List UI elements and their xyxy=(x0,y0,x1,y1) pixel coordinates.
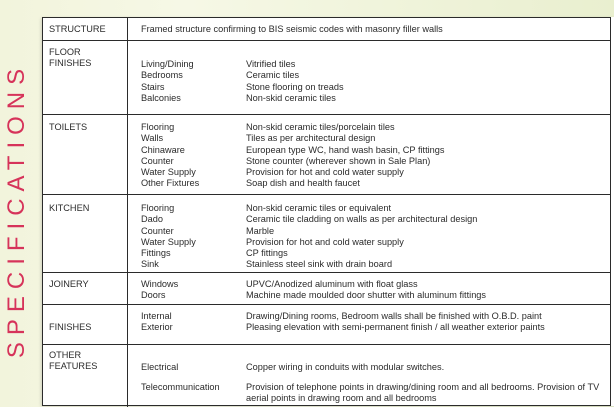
item-label: Chinaware xyxy=(141,144,185,155)
section-kitchen xyxy=(43,194,610,272)
column-divider xyxy=(127,273,128,304)
section-toilets xyxy=(43,114,610,194)
item-list xyxy=(141,311,173,334)
description-list xyxy=(246,122,606,190)
section-heading: TOILETS xyxy=(49,122,88,132)
description-line: Stone flooring on treads xyxy=(246,81,344,92)
column-divider xyxy=(127,115,128,194)
item-label: Flooring xyxy=(141,203,175,213)
item-label: Bedrooms xyxy=(141,70,183,81)
description-line: Ceramic tiles xyxy=(246,70,300,81)
section-finishes xyxy=(43,304,610,344)
item-list xyxy=(141,59,194,104)
description-line: Pleasing elevation with semi-permanent finish / all weather exterior paints xyxy=(246,322,545,333)
section-heading: KITCHEN xyxy=(49,203,90,213)
item-label: Fittings xyxy=(141,248,171,259)
description-line: European type WC, hand wash basin, CP fittings xyxy=(246,144,445,155)
column-divider xyxy=(127,41,128,114)
description-line: Non-skid ceramic tiles or equivalent xyxy=(246,203,392,213)
item-label: Walls xyxy=(141,133,164,144)
description-line: Non-skid ceramic tiles xyxy=(246,92,336,103)
description-list xyxy=(246,311,606,334)
description-line: Non-skid ceramic tiles/porcelain tiles xyxy=(246,122,395,132)
description-line: Machine made moulded door shutter with aluminum fittings xyxy=(246,290,487,301)
section-structure xyxy=(43,18,610,40)
item-label: Sink xyxy=(141,259,159,270)
column-divider xyxy=(127,195,128,272)
section-heading: STRUCTURE xyxy=(49,24,106,34)
item-label: Internal xyxy=(141,311,172,321)
item-list xyxy=(141,279,178,302)
description-line: Provision of telephone points in drawing/dining room and all bedrooms. Provision of TV aerial points in drawing room and all bedrooms xyxy=(246,382,600,404)
description-line: Provision for hot and cold water supply xyxy=(246,236,404,247)
item-label: Water Supply xyxy=(141,236,196,247)
section-description xyxy=(141,24,443,35)
item-label: Water Supply xyxy=(141,167,196,178)
description-line: Stainless steel sink with drain board xyxy=(246,259,393,270)
description-line: Stone counter (wherever shown in Sale Plan) xyxy=(246,155,431,166)
item-label: Counter xyxy=(141,155,174,166)
item-label: Exterior xyxy=(141,322,173,333)
column-divider xyxy=(127,345,128,407)
section-heading: FLOOR FINISHES xyxy=(49,47,92,69)
section-joinery xyxy=(43,272,610,304)
description-line: UPVC/Anodized aluminum with float glass xyxy=(246,279,418,289)
item-label: Other Fixtures xyxy=(141,178,200,189)
specifications-side-title xyxy=(2,60,32,360)
column-divider xyxy=(127,18,128,40)
item-label: Counter xyxy=(141,225,174,236)
item-label: Electrical xyxy=(141,362,179,372)
specifications-table xyxy=(42,17,611,406)
description-line: Framed structure confirming to BIS seismic codes with masonry filler walls xyxy=(141,24,443,34)
description-list xyxy=(246,203,606,271)
description-line: Drawing/Dining rooms, Bedroom walls shall be finished with O.B.D. paint xyxy=(246,311,542,321)
description-list xyxy=(246,279,606,302)
item-label: Telecommunication xyxy=(141,382,220,392)
description-line: Soap dish and health faucet xyxy=(246,178,360,189)
section-other-features xyxy=(43,344,610,407)
description-list xyxy=(246,59,606,104)
description-line: CP fittings xyxy=(246,248,288,259)
description-line: Vitrified tiles xyxy=(246,59,296,69)
item-label: Doors xyxy=(141,290,166,301)
description-line: Marble xyxy=(246,225,275,236)
description-line: Copper wiring in conduits with modular switches. xyxy=(246,362,445,372)
item-label: Dado xyxy=(141,214,163,225)
item-list xyxy=(141,122,199,190)
item-label: Balconies xyxy=(141,92,181,103)
item-list xyxy=(141,203,196,271)
section-heading: OTHER FEATURES xyxy=(49,350,98,372)
column-divider xyxy=(127,305,128,344)
section-heading: FINISHES xyxy=(49,322,92,332)
item-label: Living/Dining xyxy=(141,59,194,69)
description-line: Provision for hot and cold water supply xyxy=(246,167,404,178)
item-label: Flooring xyxy=(141,122,175,132)
item-label: Windows xyxy=(141,279,179,289)
description-line: Ceramic tile cladding on walls as per architectural design xyxy=(246,214,478,225)
specifications-sheet xyxy=(42,17,614,406)
page-title: SPECIFICATIONS xyxy=(3,61,30,359)
item-label: Stairs xyxy=(141,81,165,92)
section-heading: JOINERY xyxy=(49,279,89,289)
description-line: Tiles as per architectural design xyxy=(246,133,376,144)
section-floor-finishes xyxy=(43,40,610,114)
